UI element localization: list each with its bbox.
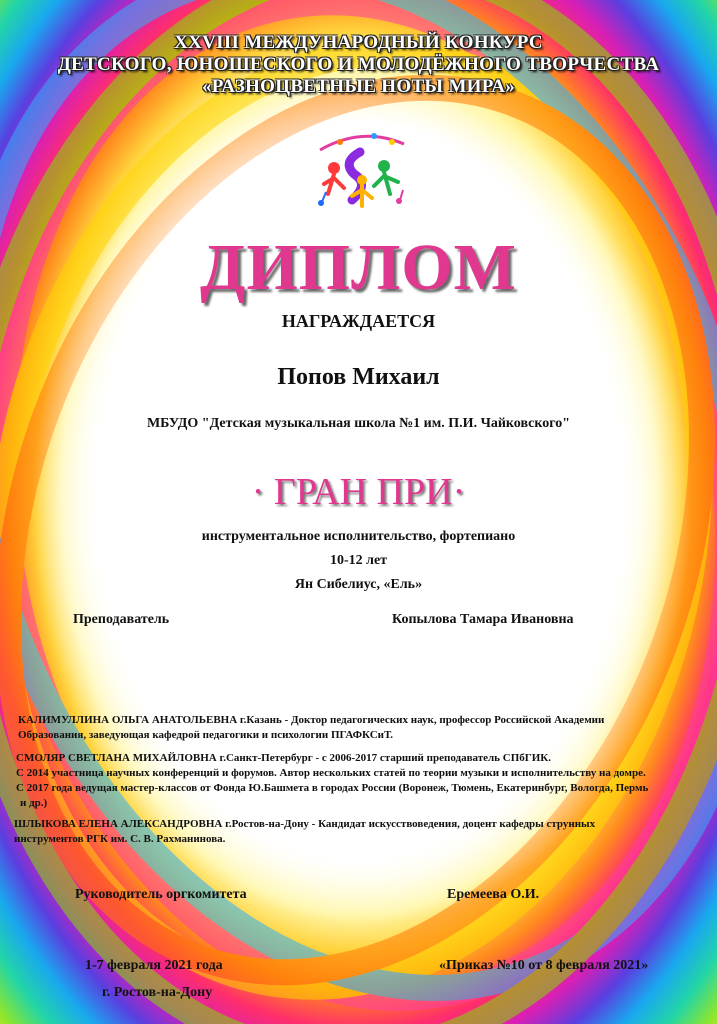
age-group: 10-12 лет — [329, 553, 388, 568]
contest-city: г. Ростов-на-Дону — [102, 985, 213, 1000]
jury-member-3 — [14, 817, 709, 847]
jury-member-2-line-2: С 2014 участница научных конференций и форумов. Автор нескольких статей по теории музыки и исполнительству на домре. — [16, 767, 646, 779]
jury-member-2-line-1: СМОЛЯР СВЕТЛАНА МИХАЙЛОВНА г.Санкт-Петербург - с 2006-2017 старший преподаватель СПбГИК. — [16, 752, 552, 764]
organizing-committee-head-label: Руководитель оргкомитета — [75, 887, 247, 902]
jury-member-1-line-1: КАЛИМУЛЛИНА ОЛЬГА АНАТОЛЬЕВНА г.Казань - Доктор педагогических наук, профессор Российской Академии — [18, 714, 605, 726]
awarded-label: НАГРАЖДАЕТСЯ — [281, 311, 436, 331]
dancing-figures-music-notes-logo — [312, 122, 412, 214]
nomination: инструментальное исполнительство, фортепиано — [201, 529, 516, 544]
jury-member-2-line-3: С 2017 года ведущая мастер-классов от Фонда Ю.Башмета в городах России (Воронеж, Тюмень, Екатеринбург, Вологда, Пермь — [16, 782, 649, 794]
jury-member-2 — [16, 751, 711, 811]
jury-member-3-line-2: инструментов РГК им. С. В. Рахманинова. — [14, 833, 226, 845]
jury-member-1 — [18, 713, 708, 743]
contest-title-line-2: ДЕТСКОГО, ЮНОШЕСКОГО И МОЛОДЁЖНОГО ТВОРЧЕСТВА — [57, 54, 660, 75]
recipient-name: Попов Михаил — [277, 364, 440, 390]
institution-name: МБУДО "Детская музыкальная школа №1 им. П.И. Чайковского" — [146, 416, 571, 431]
teacher-name: Копылова Тамара Ивановна — [392, 612, 574, 627]
diploma-title: ДИПЛОМ — [200, 231, 517, 304]
contest-dates: 1-7 февраля 2021 года — [85, 958, 223, 973]
jury-member-2-line-4: и др.) — [20, 797, 48, 809]
performed-piece: Ян Сибелиус, «Ель» — [294, 577, 423, 592]
contest-title-line-3: «РАЗНОЦВЕТНЫЕ НОТЫ МИРА» — [201, 76, 516, 97]
award-grand-prix: · ГРАН ПРИ· — [251, 471, 466, 513]
order-reference: «Приказ №10 от 8 февраля 2021» — [439, 958, 649, 973]
jury-member-1-line-2: Образования, заведующая кафедрой педагогики и психологии ПГАФКСиТ. — [18, 729, 393, 741]
teacher-label: Преподаватель — [73, 612, 170, 627]
organizing-committee-head-name: Еремеева О.И. — [447, 887, 540, 902]
jury-member-3-line-1: ШЛЫКОВА ЕЛЕНА АЛЕКСАНДРОВНА г.Ростов-на-Дону - Кандидат искусствоведения, доцент кафедры струнных — [14, 818, 596, 830]
contest-title-line-1: XXVIII МЕЖДУНАРОДНЫЙ КОНКУРС — [174, 32, 543, 53]
